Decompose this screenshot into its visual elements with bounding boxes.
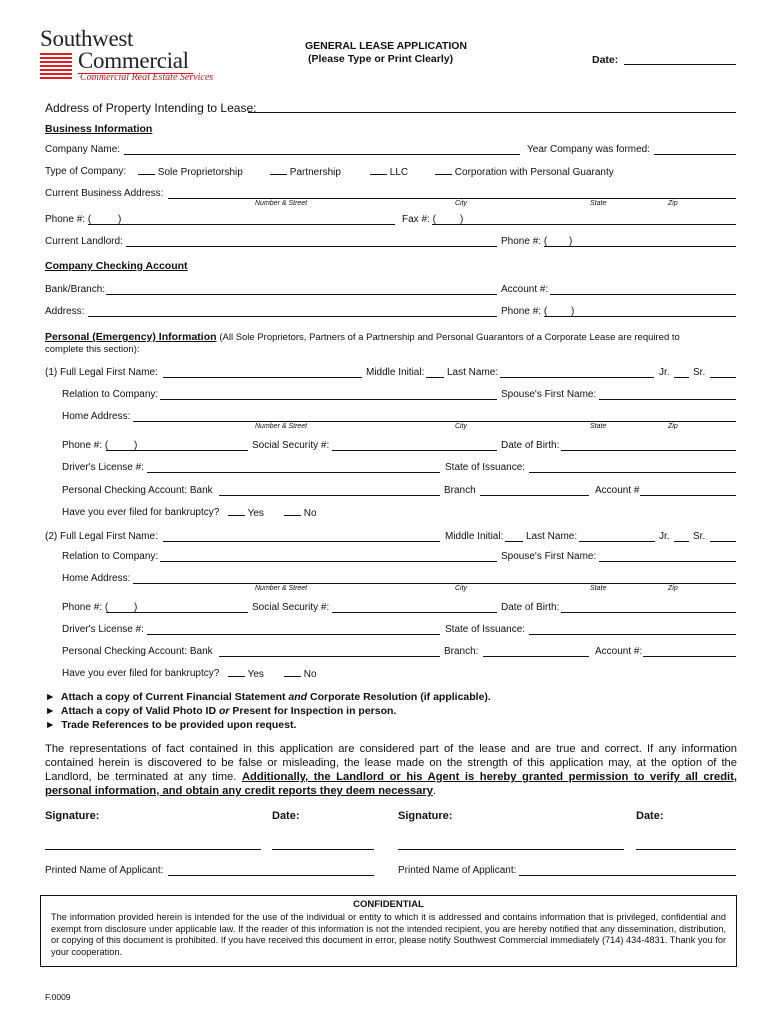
date-field-1[interactable] xyxy=(272,849,374,850)
header-date-field[interactable] xyxy=(624,64,736,65)
business-address-field[interactable] xyxy=(168,198,736,199)
checking-heading: Company Checking Account xyxy=(45,260,188,272)
bank-branch-label: Bank/Branch: xyxy=(45,284,106,295)
printed-name-field-2[interactable] xyxy=(519,875,736,876)
p2-sub-state: State xyxy=(590,585,607,592)
confidential-box xyxy=(40,895,737,967)
p2-last-field[interactable] xyxy=(579,541,655,542)
p1-home-label: Home Address: xyxy=(62,411,131,422)
attach-item-3: ► Trade References to be provided upon request. xyxy=(45,719,297,731)
checking-phone-paren: ) xyxy=(571,306,575,317)
property-address-field[interactable] xyxy=(248,112,736,113)
p2-first-name-field[interactable] xyxy=(163,541,440,542)
fax-field[interactable] xyxy=(432,224,736,225)
p1-relation-field[interactable] xyxy=(160,399,497,400)
p2-phone-label: Phone #: ( xyxy=(62,602,109,613)
sub-street: Number & Street xyxy=(255,200,308,207)
p1-dl-label: Driver's License #: xyxy=(62,462,144,473)
p1-dob-field[interactable] xyxy=(561,450,736,451)
type-corporation-option[interactable]: Corporation with Personal Guaranty xyxy=(435,166,614,178)
logo-stripes xyxy=(40,53,72,79)
business-address-label: Current Business Address: xyxy=(45,188,164,199)
arrow-icon: ► xyxy=(45,719,56,731)
p2-dl-label: Driver's License #: xyxy=(62,624,144,635)
p2-checking-label: Personal Checking Account: Bank xyxy=(62,646,213,657)
p1-account-field[interactable] xyxy=(640,495,736,496)
p1-phone-paren: ) xyxy=(134,440,138,451)
business-phone-paren: ) xyxy=(118,214,122,225)
p2-middle-label: Middle Initial: xyxy=(445,531,504,542)
p2-dob-field[interactable] xyxy=(561,612,736,613)
attach-item-1: ► Attach a copy of Current Financial Statement and Corporate Resolution (if applicable). xyxy=(45,691,491,703)
p1-dob-label: Date of Birth: xyxy=(501,440,560,451)
date-label-1: Date: xyxy=(272,810,300,822)
header-date-label: Date: xyxy=(592,54,619,66)
account-field[interactable] xyxy=(550,294,736,295)
fax-paren: ) xyxy=(460,214,464,225)
checking-address-field[interactable] xyxy=(88,316,497,317)
logo-line1: Southwest xyxy=(40,26,134,51)
p1-sub-state: State xyxy=(590,423,607,430)
fax-label: Fax #: ( xyxy=(402,214,436,225)
p2-phone-paren: ) xyxy=(134,602,138,613)
p1-ssn-field[interactable] xyxy=(332,450,497,451)
p1-last-label: Last Name: xyxy=(447,367,499,378)
sub-state: State xyxy=(590,200,607,207)
business-phone-field[interactable] xyxy=(88,224,395,225)
p1-dl-field[interactable] xyxy=(147,472,440,473)
p1-middle-field[interactable] xyxy=(426,377,444,378)
p2-middle-field[interactable] xyxy=(505,541,523,542)
checking-phone-label: Phone #: ( xyxy=(501,306,548,317)
p1-sub-city: City xyxy=(455,423,468,430)
p2-account-label: Account #: xyxy=(595,646,643,657)
p1-first-name-label: (1) Full Legal First Name: xyxy=(45,367,158,378)
p2-account-field[interactable] xyxy=(643,656,736,657)
p2-last-label: Last Name: xyxy=(526,531,578,542)
p1-account-label: Account # xyxy=(595,485,640,496)
p2-dob-label: Date of Birth: xyxy=(501,602,560,613)
p2-jr-field[interactable] xyxy=(674,541,689,542)
attach-item-2: ► Attach a copy of Valid Photo ID or Present for Inspection in person. xyxy=(45,705,397,717)
printed-name-label-1: Printed Name of Applicant: xyxy=(45,865,164,876)
p2-spouse-label: Spouse's First Name: xyxy=(501,551,597,562)
p2-branch-label: Branch: xyxy=(444,646,479,657)
account-label: Account #: xyxy=(501,284,549,295)
p1-sub-street: Number & Street xyxy=(255,423,308,430)
type-sole-option[interactable]: Sole Proprietorship xyxy=(138,166,243,178)
company-name-label: Company Name: xyxy=(45,144,121,155)
printed-name-label-2: Printed Name of Applicant: xyxy=(398,865,517,876)
p2-jr-label: Jr. xyxy=(659,531,670,542)
p1-phone-field[interactable] xyxy=(106,450,248,451)
p2-spouse-field[interactable] xyxy=(599,561,736,562)
personal-note-2: complete this section): xyxy=(45,344,140,355)
personal-heading-row xyxy=(45,331,680,343)
signature-field-2[interactable] xyxy=(398,849,624,850)
landlord-field[interactable] xyxy=(126,246,497,247)
type-llc-option[interactable]: LLC xyxy=(370,166,408,178)
p2-phone-field[interactable] xyxy=(106,612,248,613)
sub-zip: Zip xyxy=(668,200,678,207)
p1-bankruptcy-yes[interactable]: Yes xyxy=(228,507,264,519)
personal-note: (All Sole Proprietors, Partners of a Partnership and Personal Guarantors of a Corporate Lease are required to xyxy=(219,332,680,343)
p1-issuance-label: State of Issuance: xyxy=(445,462,526,473)
signature-label-2: Signature: xyxy=(398,810,453,822)
landlord-phone-label: Phone #: ( xyxy=(501,236,548,247)
logo-tagline: Commercial Real Estate Services xyxy=(80,72,214,83)
p1-phone-label: Phone #: ( xyxy=(62,440,109,451)
p1-checking-label: Personal Checking Account: Bank xyxy=(62,485,213,496)
p1-issuance-field[interactable] xyxy=(529,472,736,473)
p2-issuance-label: State of Issuance: xyxy=(445,624,526,635)
arrow-icon: ► xyxy=(45,705,56,717)
p1-last-field[interactable] xyxy=(500,377,654,378)
signature-label-1: Signature: xyxy=(45,810,100,822)
form-code: F.0009 xyxy=(45,992,71,1002)
signature-field-1[interactable] xyxy=(45,849,261,850)
year-formed-field[interactable] xyxy=(654,154,736,155)
confidential-title: CONFIDENTIAL xyxy=(353,899,424,910)
business-heading: Business Information xyxy=(45,123,153,135)
p2-ssn-label: Social Security #: xyxy=(252,602,330,613)
p2-relation-field[interactable] xyxy=(160,561,497,562)
landlord-phone-paren: ) xyxy=(569,236,573,247)
p2-dl-field[interactable] xyxy=(147,634,440,635)
printed-name-field-1[interactable] xyxy=(168,875,374,876)
p1-sub-zip: Zip xyxy=(668,423,678,430)
p1-relation-label: Relation to Company: xyxy=(62,389,159,400)
p1-branch-field[interactable] xyxy=(480,495,589,496)
p1-bankruptcy-label: Have you ever filed for bankruptcy? xyxy=(62,507,220,518)
year-formed-label: Year Company was formed: xyxy=(527,144,651,155)
p2-sr-field[interactable] xyxy=(710,541,736,542)
p1-first-name-field[interactable] xyxy=(163,377,362,378)
landlord-phone-field[interactable] xyxy=(544,246,736,247)
arrow-icon: ► xyxy=(45,691,56,703)
representation-paragraph: The representations of fact contained in this application are considered part of the lease and are true and correct. If any information contained herein is discovered to be false or misleading, the lease made on the strength of this application may, at the option of the Landlord, be terminated at any time. Additionally, the Landlord or his Agent is hereby granted permission to verify all credit, personal information, and obtain any credit reports they deem necessary. xyxy=(45,743,737,797)
business-phone-label: Phone #: ( xyxy=(45,214,92,225)
form-title: GENERAL LEASE APPLICATION xyxy=(305,40,467,52)
p1-sr-label: Sr. xyxy=(693,367,706,378)
p1-jr-field[interactable] xyxy=(674,377,689,378)
company-name-field[interactable] xyxy=(124,154,520,155)
form-subtitle: (Please Type or Print Clearly) xyxy=(308,53,454,65)
p2-sr-label: Sr. xyxy=(693,531,706,542)
p1-spouse-field[interactable] xyxy=(599,399,736,400)
p1-home-field[interactable] xyxy=(133,421,736,422)
p2-bankruptcy-label: Have you ever filed for bankruptcy? xyxy=(62,668,220,679)
p2-bankruptcy-yes[interactable]: Yes xyxy=(228,668,264,680)
p2-first-name-label: (2) Full Legal First Name: xyxy=(45,531,158,542)
p2-branch-field[interactable] xyxy=(483,656,589,657)
p1-spouse-label: Spouse's First Name: xyxy=(501,389,597,400)
company-type-label: Type of Company: xyxy=(45,166,127,177)
p2-bankruptcy-no[interactable]: No xyxy=(284,668,317,680)
p1-sr-field[interactable] xyxy=(710,377,736,378)
property-address-label: Address of Property Intending to Lease: xyxy=(45,101,257,115)
sub-city: City xyxy=(455,200,468,207)
p2-home-label: Home Address: xyxy=(62,573,131,584)
p1-bank-field[interactable] xyxy=(219,495,440,496)
p2-ssn-field[interactable] xyxy=(332,612,497,613)
p1-branch-label: Branch xyxy=(444,485,476,496)
p2-bank-field[interactable] xyxy=(219,656,440,657)
logo-line2: Commercial xyxy=(78,48,189,73)
p2-home-field[interactable] xyxy=(133,583,736,584)
p2-relation-label: Relation to Company: xyxy=(62,551,159,562)
date-field-2[interactable] xyxy=(636,849,736,850)
confidential-text: The information provided herein is intended for the use of the individual or entity to which it is addressed and contains information that is privileged, confidential and exempt from disclosure under applicable law. If the reader of this information is not the intended recipient, you are hereby notified that any dissemination, distribution, or copying of this document is prohibited. If you have received this document in error, please notify Southwest Commercial immediately (714) 434-4831. Thank you for your cooperation. xyxy=(51,912,726,957)
p2-sub-zip: Zip xyxy=(668,585,678,592)
date-label-2: Date: xyxy=(636,810,664,822)
p2-sub-city: City xyxy=(455,585,468,592)
p1-bankruptcy-no[interactable]: No xyxy=(284,507,317,519)
p1-jr-label: Jr. xyxy=(659,367,670,378)
p1-middle-label: Middle Initial: xyxy=(366,367,425,378)
p2-sub-street: Number & Street xyxy=(255,585,308,592)
checking-phone-field[interactable] xyxy=(544,316,736,317)
personal-heading: Personal (Emergency) Information xyxy=(45,331,217,343)
p2-issuance-field[interactable] xyxy=(529,634,736,635)
landlord-label: Current Landlord: xyxy=(45,236,123,247)
p1-ssn-label: Social Security #: xyxy=(252,440,330,451)
checking-address-label: Address: xyxy=(45,306,85,317)
bank-branch-field[interactable] xyxy=(106,294,497,295)
type-partnership-option[interactable]: Partnership xyxy=(270,166,341,178)
